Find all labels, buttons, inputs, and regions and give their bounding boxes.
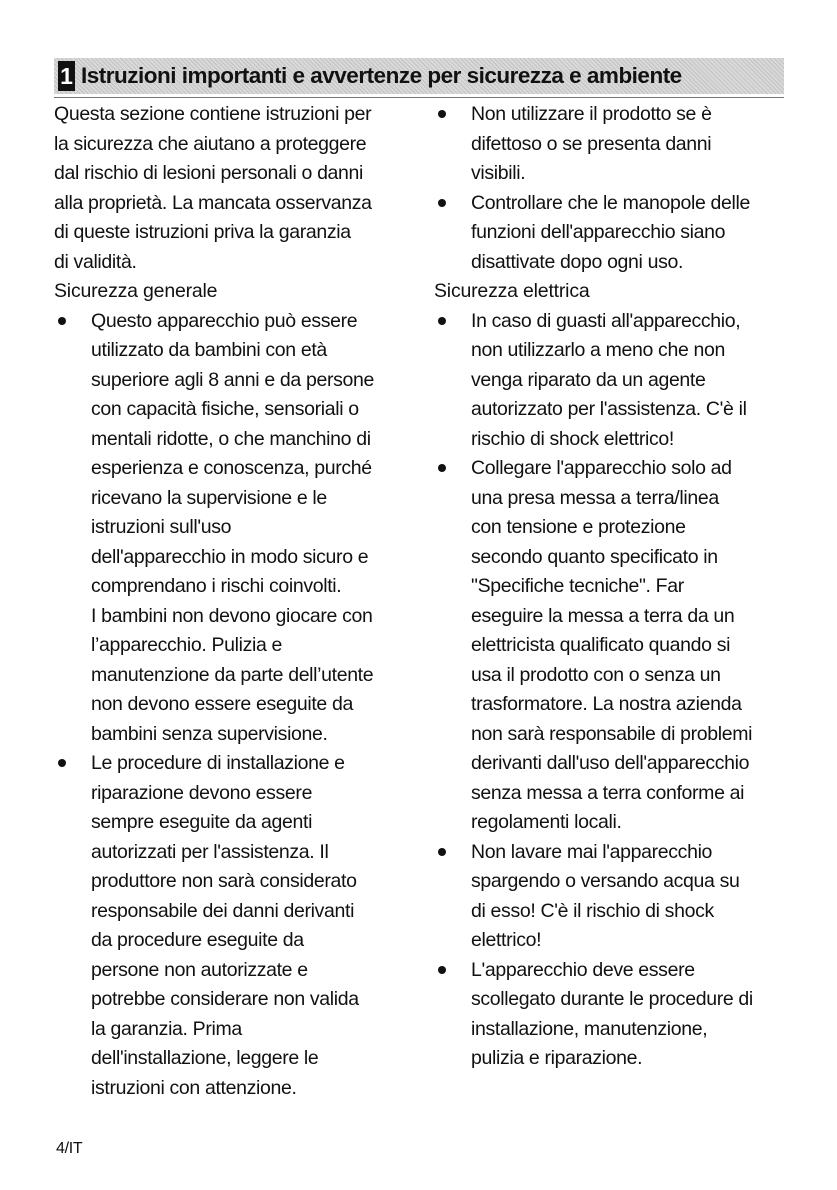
list-item	[54, 307, 414, 750]
list-item	[434, 307, 786, 455]
bullet-icon	[438, 848, 446, 856]
list-item	[54, 749, 414, 1103]
section-title: Istruzioni importanti e avvertenze per sicurezza e ambiente	[81, 63, 682, 88]
electrical-safety-list	[434, 307, 786, 1074]
list-item-text: Le procedure di installazione e riparazione devono essere sempre eseguite da agenti autorizzati per l'assistenza. Il produttore non sarà considerato responsabile dei danni derivanti da procedure eseguite da persone non autorizzate e potrebbe considerare non valida la garanzia. Prima dell'installazione, leggere le istruzioni con attenzione.	[91, 752, 359, 1099]
right-column	[434, 100, 786, 1074]
general-safety-heading: Sicurezza generale	[54, 280, 218, 302]
list-item	[434, 189, 786, 278]
bullet-icon	[438, 317, 446, 325]
left-column	[54, 100, 414, 1103]
general-safety-list	[54, 307, 414, 1104]
bullet-icon	[438, 464, 446, 472]
list-item-text: Collegare l'apparecchio solo ad una presa messa a terra/linea con tensione e protezione secondo quanto specificato in "Specifiche tecniche". Far eseguire la messa a terra da un elettricista qualificato quando si usa il prodotto con o senza un trasformatore. La nostra azienda non sarà responsabile di problemi derivanti dall'uso dell'apparecchio senza messa a terra conforme ai regolamenti locali.	[471, 457, 753, 833]
list-item-text: Questo apparecchio può essere utilizzato da bambini con età superiore agli 8 anni e da persone con capacità fisiche, sensoriali o mentali ridotte, o che manchino di esperienza e conoscenza, purché ricevano la supervisione e le istruzioni sull'uso dell'apparecchio in modo sicuro e comprendano i rischi coinvolti. I bambini non devono giocare con l’apparecchio. Pulizia e manutenzione da parte dell’utente non devono essere eseguite da bambini senza supervisione.	[91, 309, 374, 745]
bullet-icon	[438, 110, 446, 118]
list-item-text: Controllare che le manopole delle funzioni dell'apparecchio siano disattivate dopo ogni uso.	[471, 191, 750, 273]
list-item	[434, 956, 786, 1074]
bullet-icon	[438, 199, 446, 207]
intro-paragraph: Questa sezione contiene istruzioni per la sicurezza che aiutano a proteggere dal rischio di lesioni personali o danni alla proprietà. La mancata osservanza di queste istruzioni priva la garanzia di validità.	[54, 103, 372, 273]
list-item-text: Non utilizzare il prodotto se è difettoso o se presenta danni visibili.	[471, 103, 712, 184]
bullet-icon	[438, 966, 446, 974]
section-number-badge: 1	[58, 61, 75, 91]
list-item-text: In caso di guasti all'apparecchio, non utilizzarlo a meno che non venga riparato da un agente autorizzato per l'assistenza. C'è il rischio di shock elettrico!	[471, 309, 747, 450]
list-item-text: L'apparecchio deve essere scollegato durante le procedure di installazione, manutenzione, pulizia e riparazione.	[471, 958, 753, 1069]
list-item	[434, 838, 786, 956]
general-safety-list-continued	[434, 100, 786, 277]
electrical-safety-heading: Sicurezza elettrica	[434, 280, 590, 302]
list-item-text: Non lavare mai l'apparecchio spargendo o versando acqua su di esso! C'è il rischio di shock elettrico!	[471, 840, 740, 951]
list-item	[434, 454, 786, 838]
section-header	[54, 58, 784, 94]
page-number: 4/IT	[56, 1140, 83, 1157]
list-item	[434, 100, 786, 189]
header-divider	[54, 97, 784, 98]
bullet-icon	[58, 759, 66, 767]
bullet-icon	[58, 317, 66, 325]
